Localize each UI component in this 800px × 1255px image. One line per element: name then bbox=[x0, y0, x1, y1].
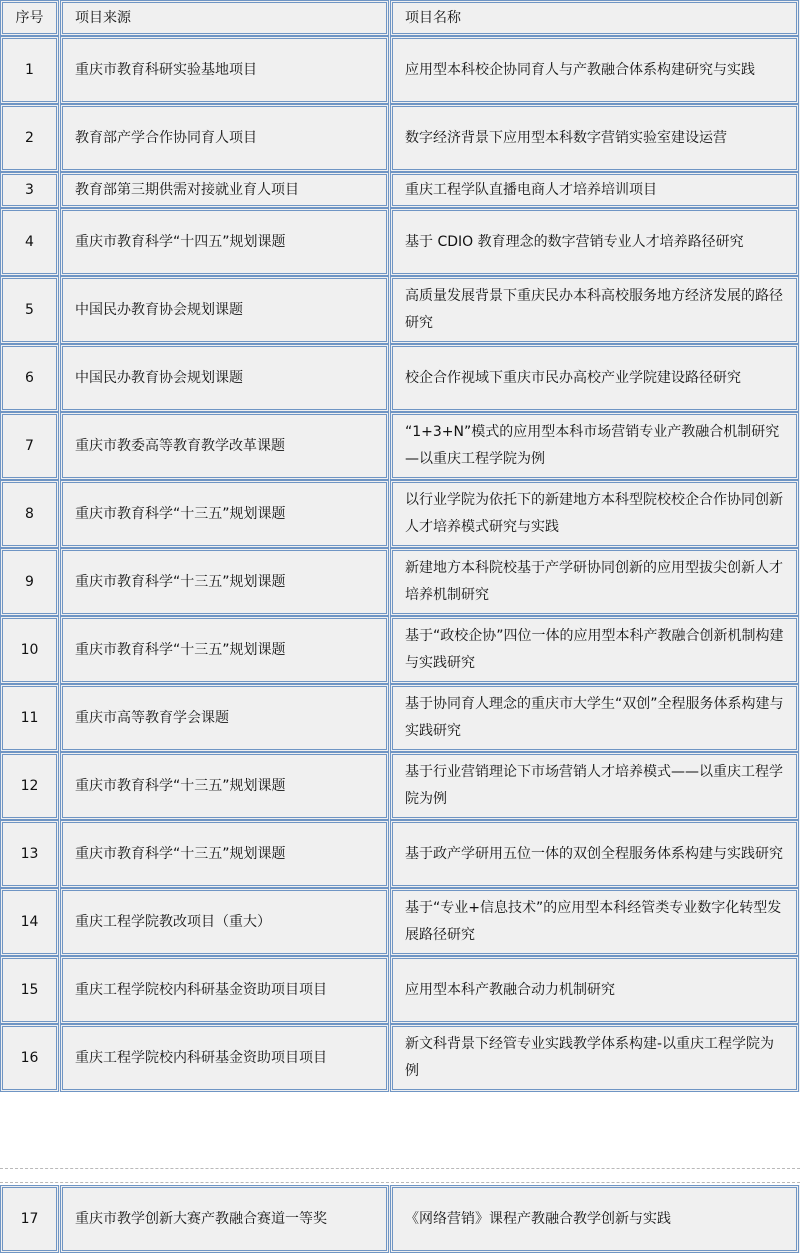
row-name: 《网络营销》课程产教融合教学创新与实践 bbox=[390, 1185, 799, 1253]
row-source: 重庆市高等教育学会课题 bbox=[60, 684, 389, 752]
row-name: 基于行业营销理论下市场营销人才培养模式——以重庆工程学院为例 bbox=[390, 752, 799, 820]
header-name: 项目名称 bbox=[390, 0, 799, 36]
row-source: 教育部产学合作协同育人项目 bbox=[60, 104, 389, 172]
row-name: 基于“政校企协”四位一体的应用型本科产教融合创新机制构建与实践研究 bbox=[390, 616, 799, 684]
row-source: 重庆工程学院校内科研基金资助项目项目 bbox=[60, 1024, 389, 1092]
row-index: 8 bbox=[0, 480, 59, 548]
row-index: 12 bbox=[0, 752, 59, 820]
row-index: 17 bbox=[0, 1185, 59, 1253]
row-name: 数字经济背景下应用型本科数字营销实验室建设运营 bbox=[390, 104, 799, 172]
row-name: 以行业学院为依托下的新建地方本科型院校校企合作协同创新人才培养模式研究与实践 bbox=[390, 480, 799, 548]
row-source: 中国民办教育协会规划课题 bbox=[60, 276, 389, 344]
row-index: 1 bbox=[0, 36, 59, 104]
row-index: 4 bbox=[0, 208, 59, 276]
row-source: 重庆市教委高等教育教学改革课题 bbox=[60, 412, 389, 480]
row-source: 重庆市教育科研实验基地项目 bbox=[60, 36, 389, 104]
row-index: 16 bbox=[0, 1024, 59, 1092]
row-index: 3 bbox=[0, 172, 59, 208]
row-source: 重庆市教育科学“十三五”规划课题 bbox=[60, 480, 389, 548]
row-index: 14 bbox=[0, 888, 59, 956]
row-name: 校企合作视域下重庆市民办高校产业学院建设路径研究 bbox=[390, 344, 799, 412]
row-source: 教育部第三期供需对接就业育人项目 bbox=[60, 172, 389, 208]
row-index: 2 bbox=[0, 104, 59, 172]
row-index: 10 bbox=[0, 616, 59, 684]
page-break-gap bbox=[0, 1168, 800, 1183]
row-index: 7 bbox=[0, 412, 59, 480]
row-index: 6 bbox=[0, 344, 59, 412]
row-name: 基于协同育人理念的重庆市大学生“双创”全程服务体系构建与实践研究 bbox=[390, 684, 799, 752]
row-index: 15 bbox=[0, 956, 59, 1024]
row-name: 基于“专业+信息技术”的应用型本科经管类专业数字化转型发展路径研究 bbox=[390, 888, 799, 956]
row-name: 高质量发展背景下重庆民办本科高校服务地方经济发展的路径研究 bbox=[390, 276, 799, 344]
row-index: 13 bbox=[0, 820, 59, 888]
row-name: 新文科背景下经管专业实践教学体系构建-以重庆工程学院为例 bbox=[390, 1024, 799, 1092]
row-source: 重庆市教育科学“十四五”规划课题 bbox=[60, 208, 389, 276]
row-source: 重庆工程学院教改项目（重大） bbox=[60, 888, 389, 956]
row-name: 基于政产学研用五位一体的双创全程服务体系构建与实践研究 bbox=[390, 820, 799, 888]
row-name: 新建地方本科院校基于产学研协同创新的应用型拔尖创新人才培养机制研究 bbox=[390, 548, 799, 616]
row-source: 重庆市教育科学“十三五”规划课题 bbox=[60, 616, 389, 684]
header-source: 项目来源 bbox=[60, 0, 389, 36]
row-name: 基于 CDIO 教育理念的数字营销专业人才培养路径研究 bbox=[390, 208, 799, 276]
row-name: 应用型本科产教融合动力机制研究 bbox=[390, 956, 799, 1024]
row-index: 9 bbox=[0, 548, 59, 616]
row-source: 重庆市教育科学“十三五”规划课题 bbox=[60, 820, 389, 888]
row-index: 11 bbox=[0, 684, 59, 752]
row-index: 5 bbox=[0, 276, 59, 344]
row-source: 重庆市教育科学“十三五”规划课题 bbox=[60, 548, 389, 616]
row-name: “1+3+N”模式的应用型本科市场营销专业产教融合机制研究—以重庆工程学院为例 bbox=[390, 412, 799, 480]
row-source: 重庆工程学院校内科研基金资助项目项目 bbox=[60, 956, 389, 1024]
table-continued bbox=[0, 1185, 800, 1253]
row-name: 应用型本科校企协同育人与产教融合体系构建研究与实践 bbox=[390, 36, 799, 104]
row-source: 重庆市教学创新大赛产教融合赛道一等奖 bbox=[60, 1185, 389, 1253]
row-source: 重庆市教育科学“十三五”规划课题 bbox=[60, 752, 389, 820]
row-name: 重庆工程学队直播电商人才培养培训项目 bbox=[390, 172, 799, 208]
header-index: 序号 bbox=[0, 0, 59, 36]
row-source: 中国民办教育协会规划课题 bbox=[60, 344, 389, 412]
